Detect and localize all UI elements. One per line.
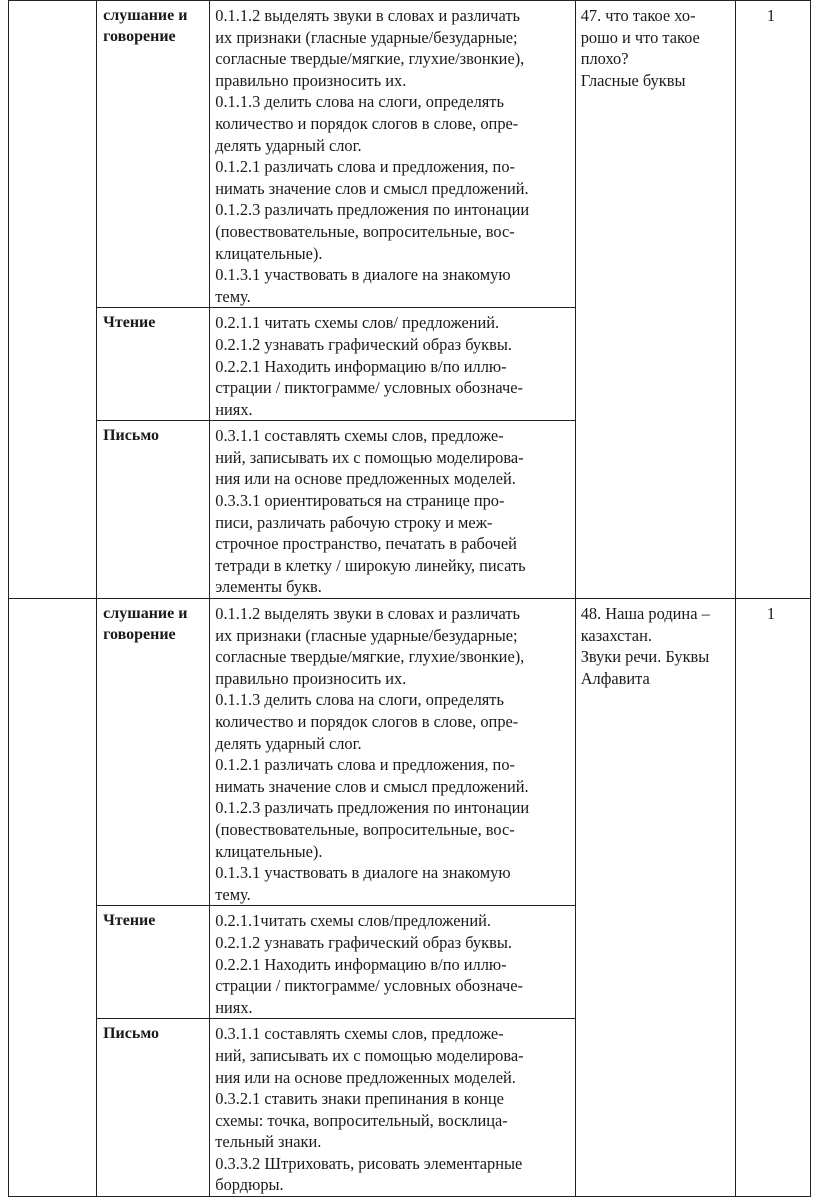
area-label: Чтение — [103, 314, 156, 332]
objective-text: 0.3.3.1 ориентироваться на странице про- писи, различать рабочую строку и меж- строчное пространство, печатать в рабочей тетради в клетку / широкую линейку, писать элементы букв. — [215, 491, 526, 597]
topic-line: Алфавита — [580, 668, 650, 688]
objective-text: 0.1.2.1 различать слова и предложения, по- нимать значение слов и смысл предложений. — [215, 157, 529, 198]
objective-text: 0.3.3.2 Штриховать, рисовать элементарные бордюры. — [215, 1153, 523, 1195]
objective-text: 0.3.1.1 составлять схемы слов, предложе- ний, записывать их с помощью моделирова- ния или на основе предложенных моделей. — [215, 426, 524, 489]
topic-line: 48. Наша родина – — [580, 604, 710, 624]
objective-text: 0.3.1.1 составлять схемы слов, предложе- ний, записывать их с помощью моделирова- ния или на основе предложенных моделей. — [215, 1024, 524, 1087]
topic-line: рошо и что такое — [580, 27, 700, 47]
objectives-cell — [210, 1019, 575, 1197]
objective-text: 0.1.1.3 делить слова на слоги, определять количество и порядок слогов в слове, опре- делять ударный слог. — [215, 92, 519, 155]
hours-value: 1 — [766, 6, 776, 25]
blank-cell — [9, 599, 97, 1197]
objective-text: 0.1.2.3 различать предложения по интонации (повествовательные, вопросительные, вос- клицательные). — [215, 200, 530, 263]
objective-text: 0.1.1.2 выделять звуки в словах и различать их признаки (гласные ударные/безударные; согласные твердые/мягкие, глухие/звонкие), правильно произносить их. — [215, 604, 525, 688]
topic-line: Звуки речи. Буквы — [580, 647, 710, 667]
topic-cell — [575, 1, 735, 599]
objectives-cell — [210, 1, 575, 308]
area-cell — [97, 421, 210, 599]
objective-text: 0.1.2.1 различать слова и предложения, по- нимать значение слов и смысл предложений. — [215, 755, 529, 796]
objective-text: 0.2.2.1 Находить информацию в/по иллю- страции / пиктограмме/ условных обозначе- ниях. — [215, 954, 523, 1017]
table-row — [9, 599, 811, 906]
area-cell — [97, 1019, 210, 1197]
objective-text: 0.1.3.1 участвовать в диалоге на знакомую тему. — [215, 863, 511, 904]
blank-cell — [9, 1, 97, 599]
table-row — [9, 1, 811, 308]
area-label: слушание и говорение — [103, 605, 188, 644]
hours-cell — [735, 1, 810, 599]
objectives-cell — [210, 421, 575, 599]
objective-text: 0.2.1.2 узнавать графический образ буквы. — [215, 932, 512, 952]
area-cell — [97, 599, 210, 906]
objective-text: 0.3.2.1 ставить знаки препинания в конце схемы: точка, вопросительный, восклица- тельный знаки. — [215, 1089, 508, 1152]
objective-text: 0.2.1.2 узнавать графический образ буквы. — [215, 334, 512, 354]
objective-text: 0.2.1.1читать схемы слов/предложений. — [215, 911, 491, 931]
objectives-cell — [210, 599, 575, 906]
objective-text: 0.1.3.1 участвовать в диалоге на знакомую тему. — [215, 265, 511, 306]
topic-cell — [575, 599, 735, 1197]
topic-line: казахстан. — [580, 625, 652, 645]
objective-text: 0.2.2.1 Находить информацию в/по иллю- страции / пиктограмме/ условных обозначе- ниях. — [215, 356, 523, 419]
topic-line: Гласные буквы — [580, 70, 686, 90]
topic-line: 47. что такое хо- — [580, 6, 696, 25]
objective-text: 0.1.1.2 выделять звуки в словах и различать их признаки (гласные ударные/безударные; согласные твердые/мягкие, глухие/звонкие), правильно произносить их. — [215, 6, 525, 90]
area-cell — [97, 308, 210, 421]
area-cell — [97, 906, 210, 1019]
objectives-cell — [210, 906, 575, 1019]
area-label: Чтение — [103, 912, 156, 930]
hours-value: 1 — [766, 604, 776, 624]
area-cell — [97, 1, 210, 308]
lesson-plan-table — [8, 0, 811, 1197]
objective-text: 0.1.1.3 делить слова на слоги, определять количество и порядок слогов в слове, опре- делять ударный слог. — [215, 690, 519, 753]
topic-line: плохо? — [580, 49, 629, 69]
hours-cell — [735, 599, 810, 1197]
area-label: Письмо — [103, 1025, 160, 1043]
objectives-cell — [210, 308, 575, 421]
area-label: Письмо — [103, 427, 160, 445]
objective-text: 0.2.1.1 читать схемы слов/ предложений. — [215, 313, 500, 333]
area-label: слушание и говорение — [103, 7, 188, 45]
objective-text: 0.1.2.3 различать предложения по интонации (повествовательные, вопросительные, вос- клицательные). — [215, 798, 530, 861]
